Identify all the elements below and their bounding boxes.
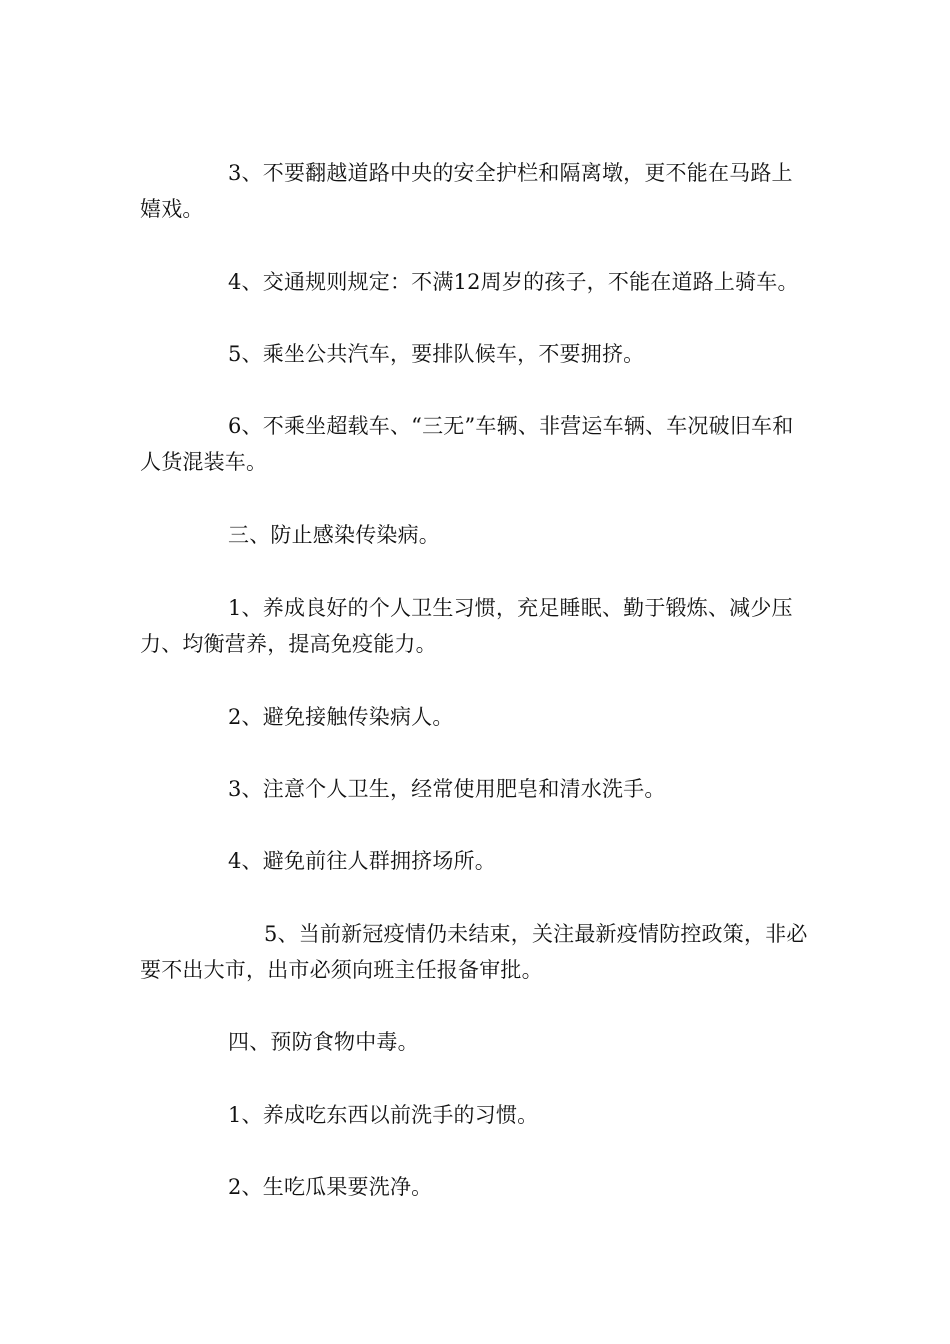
section-heading-food-poisoning: 四、预防食物中毒。	[228, 1030, 419, 1054]
paragraph-traffic-4: 4、交通规则规定：不满12周岁的孩子，不能在道路上骑车。	[228, 270, 799, 294]
paragraph-disease-2: 2、避免接触传染病人。	[228, 705, 454, 729]
paragraph-disease-3: 3、注意个人卫生，经常使用肥皂和清水洗手。	[228, 777, 666, 801]
paragraph-disease-1: 1、养成良好的个人卫生习惯，充足睡眠、勤于锻炼、减少压力、均衡营养，提高免疫能力。	[140, 596, 793, 656]
paragraph-disease-4: 4、避免前往人群拥挤场所。	[228, 849, 496, 873]
paragraph-food-1: 1、养成吃东西以前洗手的习惯。	[228, 1103, 539, 1127]
section-heading-infectious-disease: 三、防止感染传染病。	[228, 523, 440, 547]
paragraph-traffic-3: 3、不要翻越道路中央的安全护栏和隔离墩，更不能在马路上嬉戏。	[140, 161, 793, 221]
paragraph-traffic-5: 5、乘坐公共汽车，要排队候车，不要拥挤。	[228, 342, 645, 366]
paragraph-traffic-6: 6、不乘坐超载车、“三无”车辆、非营运车辆、车况破旧车和人货混装车。	[140, 414, 794, 474]
paragraph-disease-5: 5、当前新冠疫情仍未结束，关注最新疫情防控政策，非必要不出大市，出市必须向班主任报备审批。	[140, 922, 808, 982]
paragraph-food-2: 2、生吃瓜果要洗净。	[228, 1175, 433, 1199]
